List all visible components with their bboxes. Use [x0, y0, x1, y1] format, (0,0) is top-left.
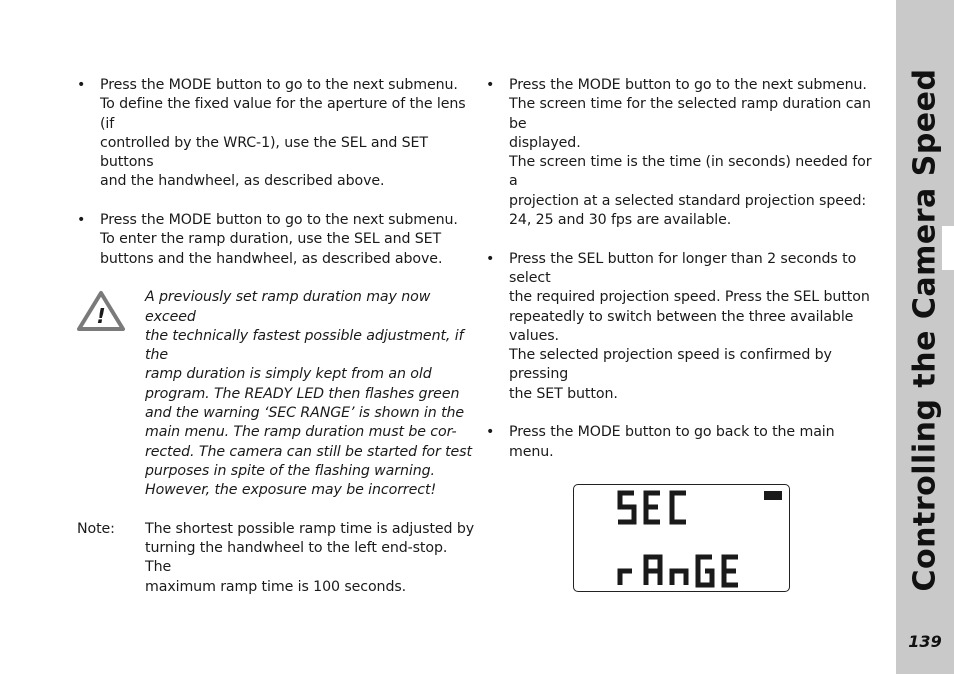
bullet-dot: • — [486, 77, 495, 93]
lcd-line2 — [620, 557, 738, 585]
lcd-display — [573, 484, 790, 592]
bullet-item — [77, 76, 477, 192]
bullet-line: The selected projection speed is confirmed by pressing — [509, 347, 832, 383]
bullet-dot: • — [77, 77, 86, 93]
right-column — [486, 76, 882, 481]
warning-line: ramp duration is simply kept from an old — [145, 366, 432, 383]
page-number: 139 — [908, 632, 942, 651]
bullet-line: The screen time for the selected ramp duration can be — [509, 96, 871, 132]
bullet-line: repeatedly to switch between the three available values. — [509, 308, 854, 344]
note-line: The shortest possible ramp time is adjusted by — [145, 520, 475, 537]
bullet-item — [486, 250, 882, 404]
bullet-line: Press the MODE button to go back to the main menu. — [509, 424, 835, 460]
note-line: turning the handwheel to the left end-stop. The — [145, 540, 448, 576]
warning-triangle-icon — [77, 290, 125, 332]
lcd-char-S — [618, 493, 634, 522]
bullet-line: the required projection speed. Press the SEL button — [509, 289, 870, 306]
note-label: Note: — [77, 520, 115, 537]
bullet-item — [486, 76, 882, 230]
bullet-dot: • — [486, 424, 495, 441]
bullet-item — [486, 423, 882, 462]
bullet-line: To enter the ramp duration, use the SEL and SET — [100, 231, 442, 248]
lcd-char-r — [620, 571, 632, 585]
bullet-item — [77, 211, 477, 269]
bullet-line: Press the MODE button to go to the next submenu. — [100, 77, 458, 93]
warning-line: However, the exposure may be incorrect! — [145, 482, 437, 499]
note-line: maximum ramp time is 100 seconds. — [145, 578, 407, 595]
warning-line: A previously set ramp duration may now exceed — [145, 289, 431, 325]
bullet-dot: • — [77, 212, 86, 229]
lcd-char-E2 — [724, 557, 738, 585]
chapter-sidebar — [896, 0, 954, 674]
lcd-char-G — [698, 557, 712, 585]
chapter-tab-marker — [942, 226, 954, 270]
bullet-line: 24, 25 and 30 fps are available. — [509, 212, 732, 229]
bullet-line: Press the MODE button to go to the next submenu. — [100, 212, 458, 229]
bullet-line: Press the MODE button to go to the next submenu. — [509, 77, 867, 93]
bullet-line: controlled by the WRC-1), use the SEL and SET buttons — [100, 134, 428, 171]
lcd-char-A — [646, 557, 660, 585]
note-block — [77, 520, 477, 597]
lcd-char-n — [672, 571, 686, 585]
bullet-line: projection at a selected standard projection speed: — [509, 192, 867, 209]
bullet-line: To define the fixed value for the aperture of the lens (if — [100, 96, 466, 132]
lcd-char-E — [646, 493, 660, 522]
warning-symbol: ! — [96, 304, 106, 329]
bullet-line: displayed. — [509, 134, 581, 151]
bullet-line: and the handwheel, as described above. — [100, 173, 385, 190]
bullet-dot: • — [486, 250, 495, 267]
warning-line: main menu. The ramp duration must be cor- — [145, 424, 457, 441]
bullet-line: buttons and the handwheel, as described above. — [100, 250, 443, 267]
lcd-line1 — [618, 493, 686, 522]
warning-line: the technically fastest possible adjustment, if the — [145, 327, 464, 364]
chapter-title: Controlling the Camera Speed — [907, 68, 943, 592]
warning-line: purposes in spite of the flashing warning. — [145, 462, 435, 479]
warning-line: and the warning ‘SEC RANGE’ is shown in the — [145, 405, 465, 422]
warning-line: rected. The camera can still be started for test — [145, 443, 472, 460]
bullet-line: the SET button. — [509, 385, 618, 402]
left-column — [77, 76, 477, 597]
lcd-indicator-block — [764, 491, 782, 500]
lcd-char-C — [672, 493, 686, 522]
warning-line: program. The READY LED then flashes green — [145, 385, 460, 402]
lcd-segments — [574, 485, 789, 591]
warning-block — [77, 288, 477, 500]
bullet-line: Press the SEL button for longer than 2 seconds to select — [509, 250, 857, 286]
bullet-line: The screen time is the time (in seconds) needed for a — [509, 154, 872, 190]
